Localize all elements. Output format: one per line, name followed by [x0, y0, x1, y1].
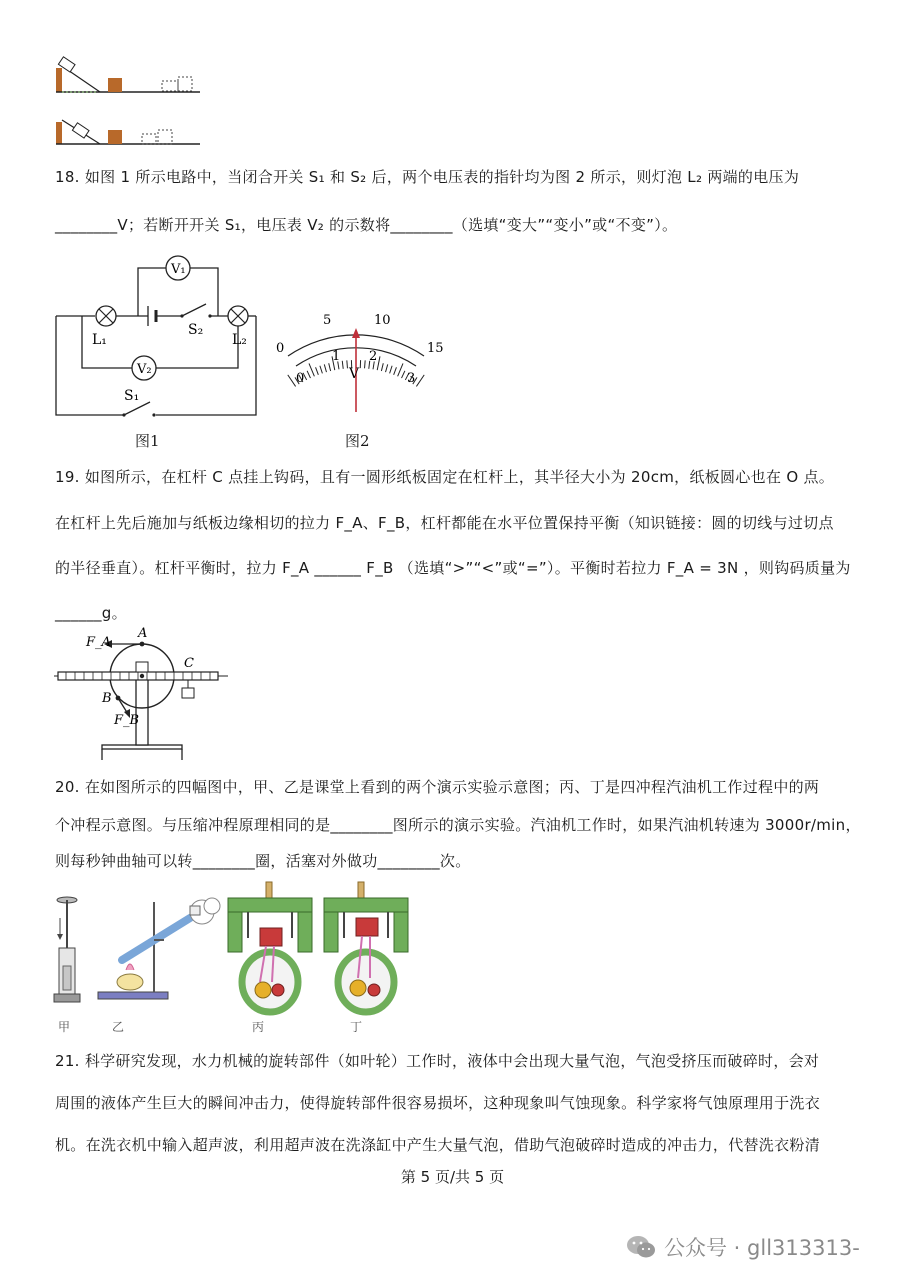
- figure-jia-compression-cylinder: [54, 897, 80, 1002]
- incline-figure-2: [56, 120, 200, 144]
- lamp-l2: [228, 306, 248, 326]
- voltmeter-v2: [132, 356, 156, 380]
- incline-figure-1: [56, 57, 200, 92]
- bottom-tick-3: 3: [407, 371, 416, 386]
- fb-label: F_B: [114, 713, 140, 728]
- figure-yi-test-tube-heating: [98, 898, 220, 999]
- point-c-label: C: [184, 656, 194, 671]
- bottom-tick-2: 2: [369, 349, 378, 364]
- watermark: [626, 1230, 860, 1264]
- q20-line-3: 则每秒钟曲轴可以转________圈，活塞对外做功________次。: [55, 852, 471, 870]
- label-ding: 丁: [350, 1020, 363, 1034]
- lever-diagram: [50, 620, 240, 765]
- wechat-icon: [626, 1234, 656, 1260]
- hook-weight: [182, 688, 194, 698]
- q18-line-1: 18. 如图 1 所示电路中，当闭合开关 S₁ 和 S₂ 后，两个电压表的指针均为图 2 所示，则灯泡 L₂ 两端的电压为: [55, 168, 800, 186]
- q20-line-1: 20. 在如图所示的四幅图中，甲、乙是课堂上看到的两个演示实验示意图；丙、丁是四冲程汽油机工作过程中的两: [55, 778, 820, 796]
- label-yi: 乙: [112, 1020, 125, 1034]
- dial-unit: V: [349, 366, 360, 382]
- l1-label: L₁: [92, 332, 107, 348]
- top-tick-10: 10: [374, 313, 391, 328]
- figure-ding-engine-stroke: [324, 882, 408, 1012]
- q19-line-4: ______g。: [55, 604, 127, 622]
- top-tick-0: 0: [276, 341, 285, 356]
- label-jia: 甲: [58, 1020, 71, 1034]
- bottom-tick-1: 1: [332, 349, 341, 364]
- q19-line-3: 的半径垂直）。杠杆平衡时，拉力 F_A ______ F_B （选填“>”“<”或“=”）。平衡时若拉力 F_A = 3N ，则钩码质量为: [55, 559, 851, 577]
- q21-line-2: 周围的液体产生巨大的瞬间冲击力，使得旋转部件很容易损坏，这种现象叫气蚀现象。科学家将气蚀原理用于洗衣: [55, 1094, 821, 1112]
- point-b-label: B: [102, 691, 112, 706]
- figure-2-caption: 图2: [345, 432, 370, 450]
- bottom-tick-0: 0: [296, 371, 305, 386]
- figure-bing-engine-stroke: [228, 882, 312, 1012]
- voltmeter-dial: [270, 300, 450, 420]
- watermark-text: 公众号 · gll313313-: [664, 1236, 860, 1260]
- lamp-l1: [96, 306, 116, 326]
- q19-line-1: 19. 如图所示，在杠杆 C 点挂上钩码，且有一圆形纸板固定在杠杆上，其半径大小为 20cm，纸板圆心也在 O 点。: [55, 468, 835, 486]
- q20-line-2: 个冲程示意图。与压缩冲程原理相同的是________图所示的演示实验。汽油机工作时，如果汽油机转速为 3000r/min，: [55, 816, 861, 834]
- q21-line-3: 机。在洗衣机中输入超声波，利用超声波在洗涤缸中产生大量气泡，借助气泡破碎时造成的冲击力，代替洗衣粉清: [55, 1136, 821, 1154]
- page-footer: 第 5 页/共 5 页: [400, 1168, 505, 1186]
- v2-label: V₂: [137, 362, 152, 377]
- top-tick-15: 15: [427, 341, 444, 356]
- s2-label: S₂: [188, 322, 204, 338]
- incline-figures: [50, 52, 210, 152]
- fa-label: F_A: [86, 635, 111, 650]
- top-tick-5: 5: [323, 313, 332, 328]
- voltmeter-v1: [166, 256, 190, 280]
- label-bing: 丙: [252, 1020, 265, 1034]
- s1-label: S₁: [124, 388, 140, 404]
- point-a-label: A: [138, 626, 148, 641]
- l2-label: L₂: [232, 332, 247, 348]
- figure-1-caption: 图1: [135, 432, 160, 450]
- q19-line-2: 在杠杆上先后施加与纸板边缘相切的拉力 F_A、F_B，杠杆都能在水平位置保持平衡（知识链接：圆的切线与过切点: [55, 514, 834, 532]
- circuit-diagram: [50, 250, 270, 425]
- v1-label: V₁: [171, 262, 186, 277]
- q21-line-1: 21. 科学研究发现，水力机械的旋转部件（如叶轮）工作时，液体中会出现大量气泡，气泡受挤压而破碎时，会对: [55, 1052, 820, 1070]
- q18-line-2: ________V；若断开开关 S₁，电压表 V₂ 的示数将________（选填“变大”“变小”或“不变”）。: [55, 216, 678, 234]
- q20-figures: [50, 878, 420, 1018]
